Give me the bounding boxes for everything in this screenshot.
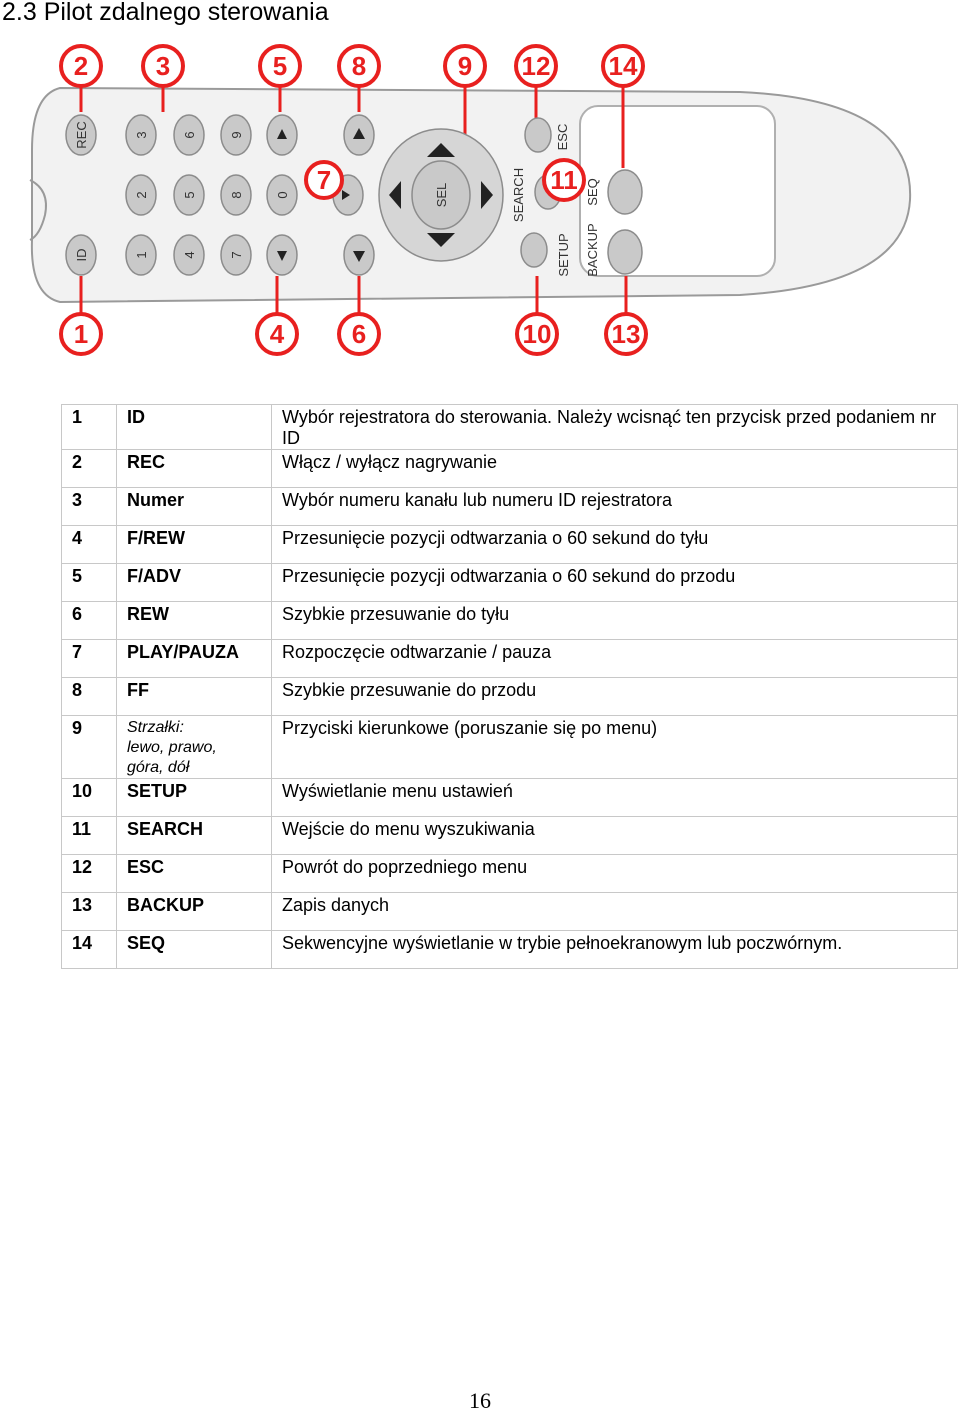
search-label: SEARCH [511, 167, 526, 223]
row-number: 11 [62, 817, 117, 855]
button-name: SEARCH [117, 817, 272, 855]
button-name: SETUP [117, 779, 272, 817]
page-number: 16 [469, 1388, 491, 1413]
svg-text:7: 7 [316, 165, 332, 195]
button-name: SEQ [117, 931, 272, 969]
table-row [62, 640, 958, 678]
digit-4-label: 4 [182, 251, 197, 259]
button-description: Szybkie przesuwanie do przodu [272, 678, 958, 716]
seq-button [608, 170, 642, 214]
digit-5-label: 5 [182, 191, 197, 199]
button-name: FF [117, 678, 272, 716]
button-description: Wejście do menu wyszukiwania [272, 817, 958, 855]
svg-text:9: 9 [457, 51, 473, 81]
backup-label: BACKUP [585, 223, 600, 277]
digit-2-label: 2 [134, 191, 149, 199]
table-row [62, 602, 958, 640]
button-name: ID [117, 405, 272, 450]
callout-3 [143, 46, 183, 86]
button-description: Powrót do poprzedniego menu [272, 855, 958, 893]
svg-text:4: 4 [269, 319, 285, 349]
table-row [62, 450, 958, 488]
svg-text:14: 14 [608, 51, 638, 81]
esc-label: ESC [555, 123, 570, 151]
table-row [62, 526, 958, 564]
setup-label: SETUP [556, 233, 571, 277]
svg-text:5: 5 [272, 51, 288, 81]
svg-text:13: 13 [611, 319, 641, 349]
row-number: 9 [62, 716, 117, 779]
button-description: Wybór rejestratora do sterowania. Należy wcisnąć ten przycisk przed podaniem nr ID [272, 405, 958, 450]
digit-6-label: 6 [182, 131, 197, 139]
table-row [62, 405, 958, 450]
row-number: 8 [62, 678, 117, 716]
svg-text:11: 11 [550, 165, 578, 195]
table-row [62, 564, 958, 602]
sel-label: SEL [434, 182, 449, 208]
button-name: F/ADV [117, 564, 272, 602]
digit-0-label: 0 [275, 191, 290, 199]
button-name: F/REW [117, 526, 272, 564]
digit-8-label: 8 [229, 191, 244, 199]
button-description: Przesunięcie pozycji odtwarzania o 60 sekund do tyłu [272, 526, 958, 564]
row-number: 1 [62, 405, 117, 450]
svg-text:8: 8 [351, 51, 367, 81]
remote-control-figure [20, 40, 940, 360]
button-description: Rozpoczęcie odtwarzanie / pauza [272, 640, 958, 678]
row-number: 13 [62, 893, 117, 931]
table-row [62, 779, 958, 817]
setup-button [521, 233, 547, 267]
table-row [62, 716, 958, 779]
row-number: 12 [62, 855, 117, 893]
table-row [62, 855, 958, 893]
row-number: 10 [62, 779, 117, 817]
digit-7-label: 7 [229, 251, 244, 259]
button-description: Przesunięcie pozycji odtwarzania o 60 sekund do przodu [272, 564, 958, 602]
table-row [62, 488, 958, 526]
button-name: Numer [117, 488, 272, 526]
callout-6 [339, 314, 379, 354]
button-name: REC [117, 450, 272, 488]
button-description: Przyciski kierunkowe (poruszanie się po menu) [272, 716, 958, 779]
callout-4 [257, 314, 297, 354]
button-description: Szybkie przesuwanie do tyłu [272, 602, 958, 640]
row-number: 5 [62, 564, 117, 602]
row-number: 7 [62, 640, 117, 678]
row-number: 14 [62, 931, 117, 969]
callout-9 [445, 46, 485, 86]
svg-text:6: 6 [351, 319, 367, 349]
table-row [62, 817, 958, 855]
callout-8 [339, 46, 379, 86]
row-number: 4 [62, 526, 117, 564]
button-description: Włącz / wyłącz nagrywanie [272, 450, 958, 488]
svg-text:10: 10 [522, 319, 552, 349]
button-name: PLAY/PAUZA [117, 640, 272, 678]
callout-10 [517, 314, 557, 354]
table-row [62, 893, 958, 931]
svg-text:12: 12 [521, 51, 551, 81]
rec-label: REC [74, 121, 89, 149]
button-name: ESC [117, 855, 272, 893]
esc-button [525, 118, 551, 152]
callout-12 [516, 46, 556, 86]
callout-13 [606, 314, 646, 354]
button-description: Zapis danych [272, 893, 958, 931]
button-name: REW [117, 602, 272, 640]
id-label: ID [74, 248, 89, 262]
button-description: Sekwencyjne wyświetlanie w trybie pełnoekranowym lub poczwórnym. [272, 931, 958, 969]
backup-button [608, 230, 642, 274]
seq-label: SEQ [585, 178, 600, 206]
table-row [62, 931, 958, 969]
row-number: 3 [62, 488, 117, 526]
table-row [62, 678, 958, 716]
button-description: Wyświetlanie menu ustawień [272, 779, 958, 817]
callout-1 [61, 314, 101, 354]
button-name: Strzałki: lewo, prawo, góra, dół [117, 716, 272, 779]
row-number: 2 [62, 450, 117, 488]
digit-9-label: 9 [229, 131, 244, 139]
digit-1-label: 1 [134, 251, 149, 259]
button-description-table [61, 404, 958, 969]
callout-5 [260, 46, 300, 86]
button-name: BACKUP [117, 893, 272, 931]
svg-text:3: 3 [155, 51, 171, 81]
callout-11 [544, 160, 584, 200]
digit-3-label: 3 [134, 131, 149, 139]
row-number: 6 [62, 602, 117, 640]
section-heading: 2.3 Pilot zdalnego sterowania [2, 0, 329, 26]
button-description: Wybór numeru kanału lub numeru ID rejestratora [272, 488, 958, 526]
callout-2 [61, 46, 101, 86]
svg-text:2: 2 [73, 51, 89, 81]
callout-14 [603, 46, 643, 86]
svg-text:1: 1 [73, 319, 89, 349]
callout-7 [306, 162, 342, 198]
